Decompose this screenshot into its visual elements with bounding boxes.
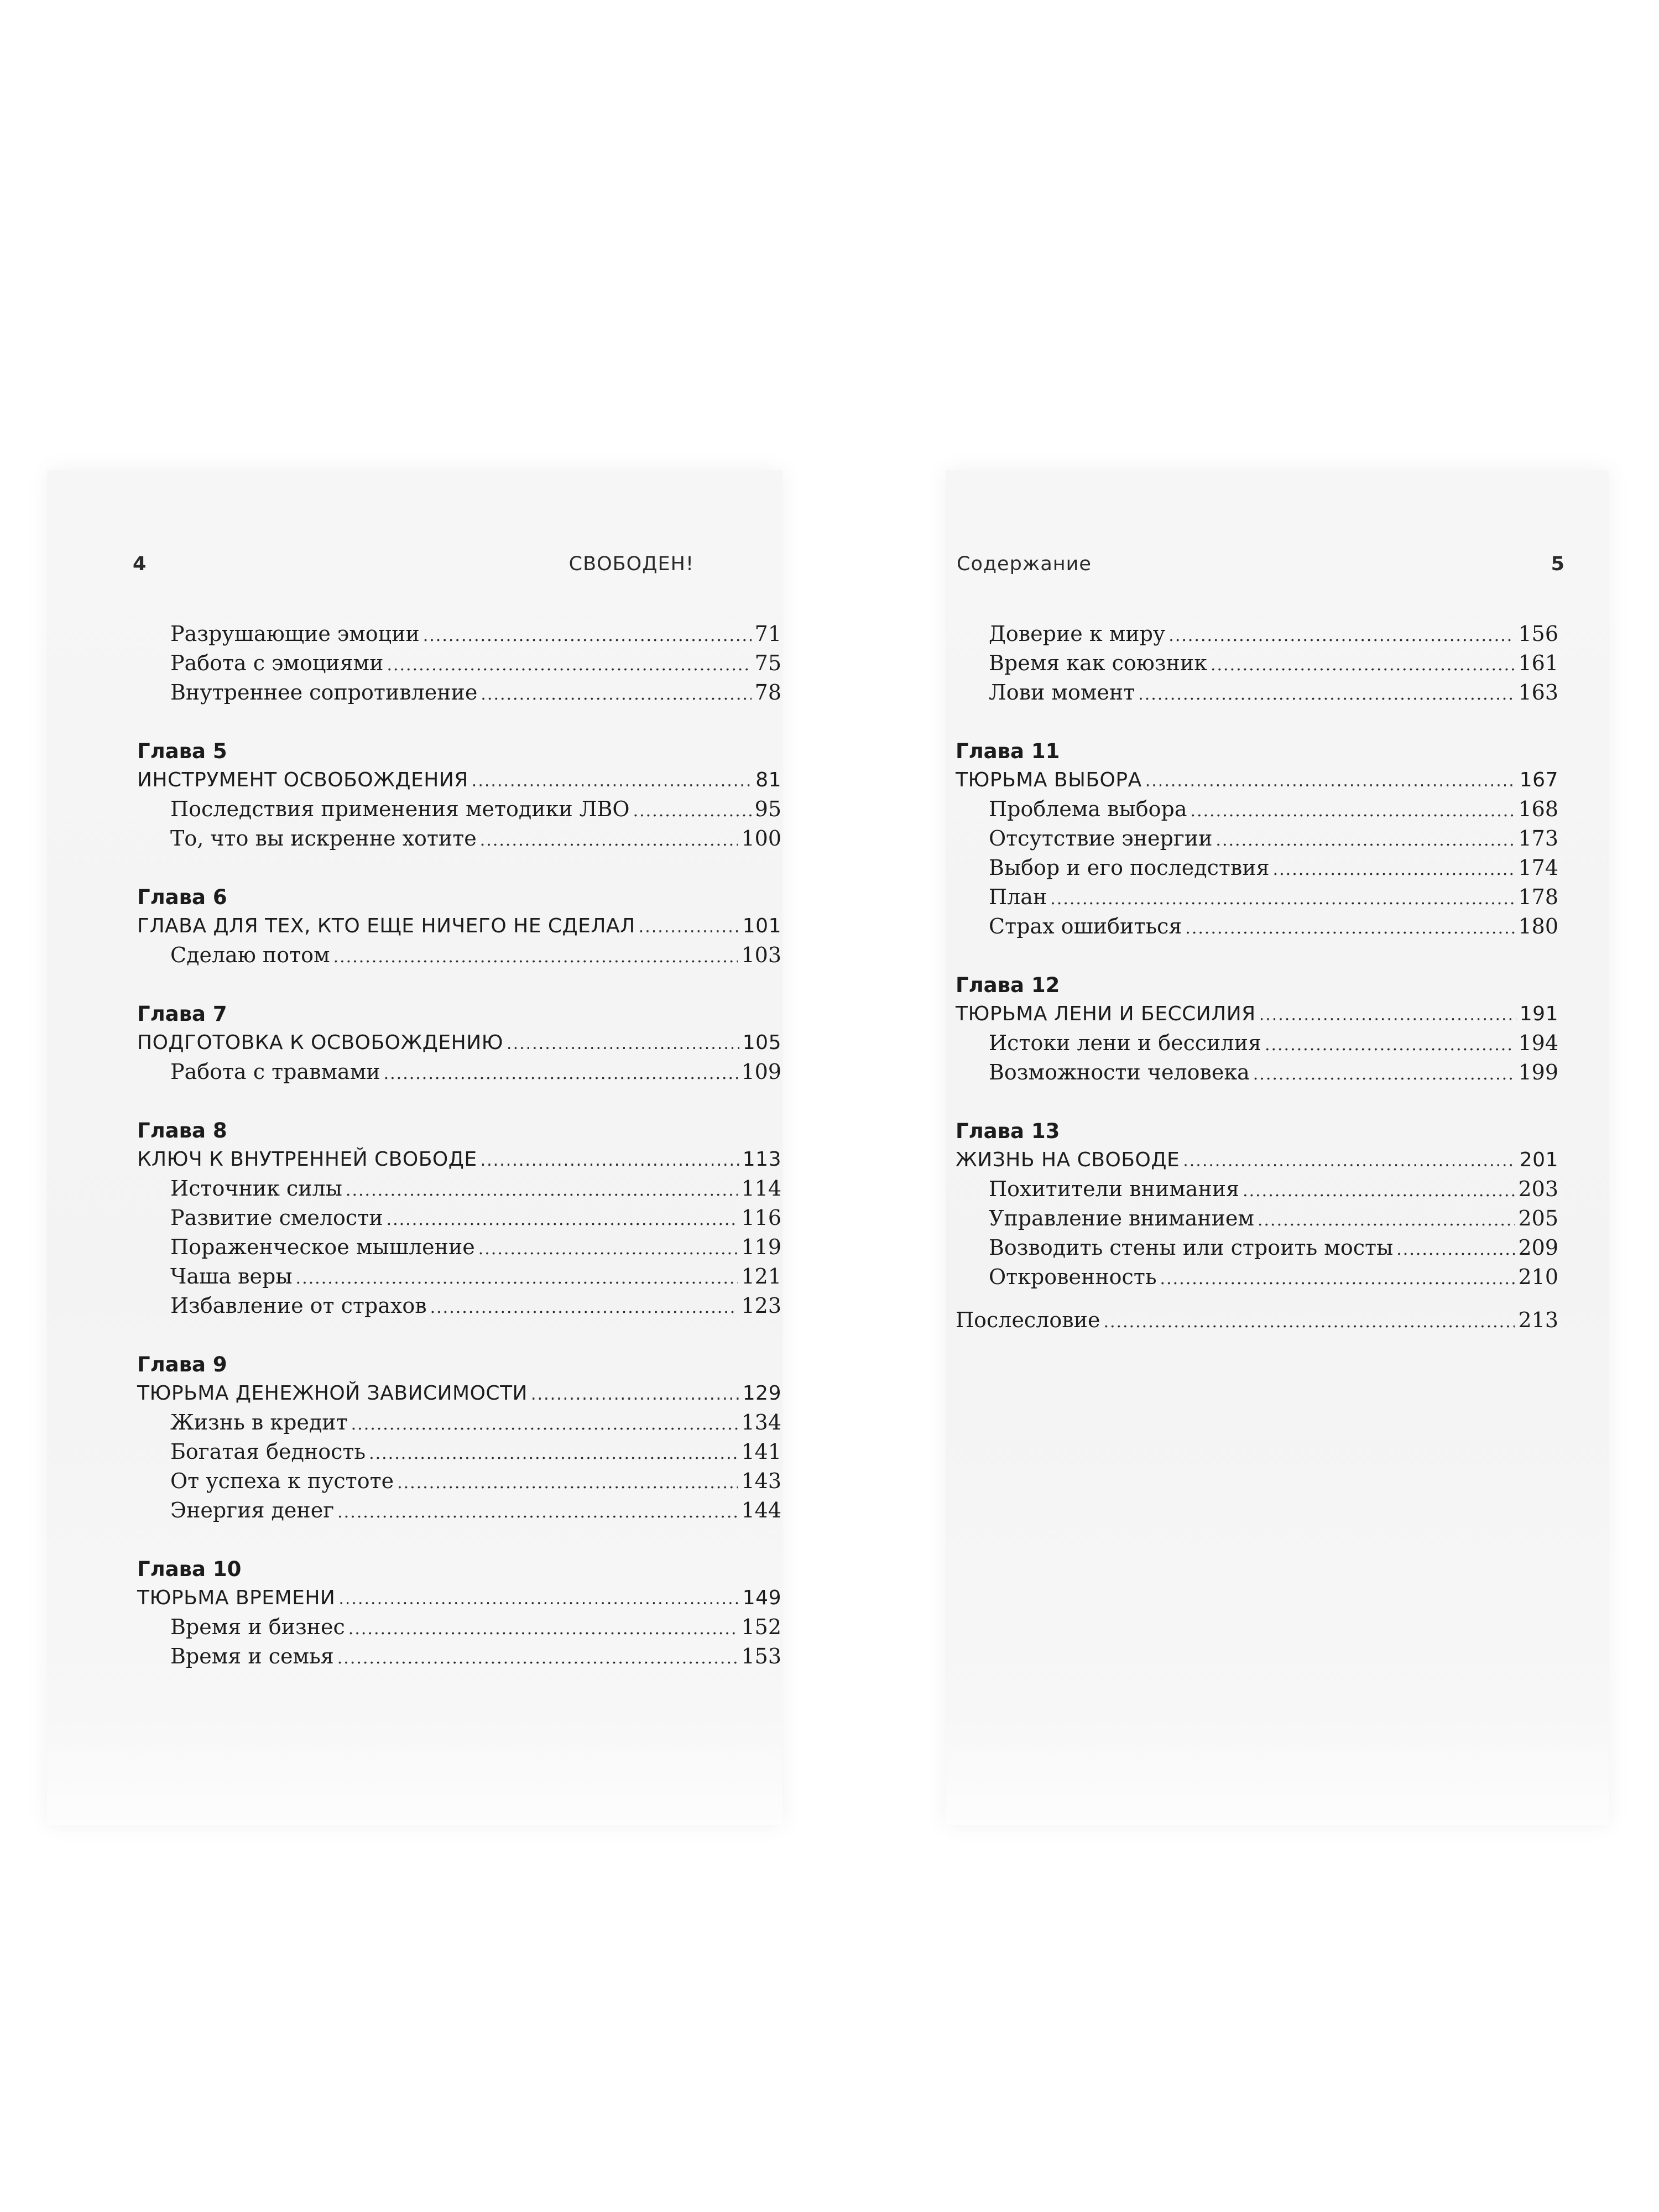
entry-page-number: 141 <box>741 1439 781 1464</box>
entry-page-number: 116 <box>741 1206 781 1230</box>
toc-section-entry <box>137 1437 781 1467</box>
running-title: СВОБОДЕН! <box>568 553 694 575</box>
toc-section-entry <box>956 649 1558 678</box>
dot-leader <box>1215 826 1515 855</box>
toc-section-entry <box>137 1613 781 1642</box>
spacer <box>956 707 1558 738</box>
chapter-block <box>137 1000 781 1087</box>
table-of-contents <box>956 619 1558 1335</box>
entry-page-number: 213 <box>1518 1308 1558 1332</box>
entry-title: Истоки лени и бессилия <box>989 1031 1261 1055</box>
entry-title: ИНСТРУМЕНТ ОСВОБОЖДЕНИЯ <box>137 769 468 791</box>
entry-page-number: 123 <box>741 1293 781 1318</box>
dot-leader <box>423 621 752 650</box>
entry-title: Похитители внимания <box>989 1177 1240 1201</box>
dot-leader <box>1259 1000 1516 1030</box>
toc-section-entry <box>137 795 781 824</box>
dot-leader <box>1168 621 1515 650</box>
running-head <box>47 553 782 586</box>
spacer <box>137 1321 781 1351</box>
dot-leader <box>1273 855 1515 884</box>
table-of-contents <box>137 619 781 1671</box>
dot-leader <box>481 1146 739 1175</box>
entry-title: Богатая бедность <box>170 1439 366 1464</box>
entry-title: Разрушающие эмоции <box>170 622 420 646</box>
toc-section-entry <box>137 1233 781 1262</box>
entry-title: КЛЮЧ К ВНУТРЕННЕЙ СВОБОДЕ <box>137 1148 477 1171</box>
toc-section-entry <box>956 1175 1558 1204</box>
entry-page-number: 121 <box>741 1264 781 1288</box>
dot-leader <box>507 1029 739 1058</box>
chapter-block <box>137 884 781 970</box>
toc-section-entry <box>956 1233 1558 1262</box>
chapter-label: Глава 12 <box>956 973 1060 997</box>
entry-title: Управление вниманием <box>989 1206 1254 1230</box>
dot-leader <box>1258 1206 1515 1235</box>
toc-section-entry <box>137 1203 781 1233</box>
spacer <box>956 1292 1558 1306</box>
entry-title: ТЮРЬМА ЛЕНИ И БЕССИЛИЯ <box>956 1003 1256 1025</box>
toc-section-entry <box>956 678 1558 707</box>
entry-title: Энергия денег <box>170 1498 335 1522</box>
dot-leader <box>1183 1146 1516 1176</box>
entry-title: ТЮРЬМА ВЫБОРА <box>956 769 1142 791</box>
dot-leader <box>1191 796 1515 826</box>
chapter-label: Глава 11 <box>956 739 1060 763</box>
toc-section-entry <box>956 853 1558 883</box>
toc-section-entry <box>137 1408 781 1437</box>
toc-continued-block <box>137 619 781 707</box>
entry-title: Пораженческое мышление <box>170 1235 475 1259</box>
toc-section-entry <box>956 912 1558 941</box>
entry-title: Время и семья <box>170 1644 334 1668</box>
entry-page-number: 152 <box>741 1615 781 1639</box>
page-number: 5 <box>1551 553 1565 575</box>
chapter-block <box>956 738 1558 941</box>
entry-title: Лови момент <box>989 680 1135 705</box>
spacer <box>137 970 781 1000</box>
chapter-block <box>956 1118 1558 1292</box>
entry-page-number: 209 <box>1518 1235 1558 1260</box>
toc-section-entry <box>137 824 781 853</box>
entry-title: Послесловие <box>956 1308 1100 1332</box>
entry-page-number: 194 <box>1518 1031 1558 1055</box>
entry-title: Выбор и его последствия <box>989 855 1270 880</box>
toc-section-entry <box>956 1058 1558 1087</box>
toc-chapter-entry <box>137 1379 781 1408</box>
entry-page-number: 105 <box>742 1031 781 1054</box>
entry-title: План <box>989 885 1047 909</box>
dot-leader <box>1050 884 1515 914</box>
entry-title: Время и бизнес <box>170 1615 345 1639</box>
dot-leader <box>333 942 738 972</box>
toc-section-entry <box>956 795 1558 824</box>
entry-page-number: 201 <box>1519 1149 1558 1171</box>
toc-chapter-entry <box>137 1028 781 1057</box>
dot-leader <box>369 1439 738 1468</box>
dot-leader <box>1243 1176 1515 1206</box>
entry-page-number: 167 <box>1519 769 1558 791</box>
toc-section-entry <box>137 1262 781 1291</box>
entry-title: Время как союзник <box>989 651 1207 675</box>
dot-leader <box>639 912 739 942</box>
dot-leader <box>337 1498 738 1527</box>
dot-leader <box>1103 1307 1515 1337</box>
left-page <box>47 470 782 1825</box>
entry-title: ЖИЗНЬ НА СВОБОДЕ <box>956 1149 1180 1171</box>
chapter-block <box>137 1117 781 1321</box>
entry-title: Избавление от страхов <box>170 1293 427 1318</box>
entry-title: Последствия применения методики ЛВО <box>170 797 630 821</box>
entry-page-number: 143 <box>741 1469 781 1493</box>
toc-section-entry <box>137 678 781 707</box>
entry-page-number: 100 <box>741 826 781 851</box>
entry-page-number: 149 <box>742 1587 781 1609</box>
toc-chapter-entry <box>137 765 781 795</box>
entry-title: Жизнь в кредит <box>170 1410 348 1434</box>
dot-leader <box>472 766 752 796</box>
toc-section-entry <box>956 1204 1558 1233</box>
entry-page-number: 156 <box>1518 622 1558 646</box>
chapter-label: Глава 8 <box>137 1119 227 1142</box>
entry-page-number: 113 <box>742 1148 781 1171</box>
chapter-label: Глава 10 <box>137 1557 242 1581</box>
entry-page-number: 168 <box>1518 797 1558 821</box>
entry-title: Откровенность <box>989 1265 1157 1289</box>
chapter-label: Глава 13 <box>956 1119 1060 1143</box>
chapter-block <box>137 738 781 853</box>
dot-leader <box>480 826 738 855</box>
entry-title: Работа с эмоциями <box>170 651 384 675</box>
toc-section-entry <box>137 1467 781 1496</box>
toc-chapter-entry <box>137 911 781 941</box>
entry-page-number: 205 <box>1518 1206 1558 1230</box>
entry-title: Внутреннее сопротивление <box>170 680 478 705</box>
chapter-label: Глава 6 <box>137 885 227 909</box>
dot-leader <box>351 1410 738 1439</box>
toc-section-entry <box>137 1174 781 1203</box>
entry-page-number: 153 <box>741 1644 781 1668</box>
dot-leader <box>478 1234 738 1264</box>
toc-section-entry <box>137 1642 781 1671</box>
entry-title: ТЮРЬМА ВРЕМЕНИ <box>137 1587 336 1609</box>
running-head <box>946 553 1609 586</box>
dot-leader <box>481 680 751 709</box>
toc-section-entry <box>956 824 1558 853</box>
toc-chapter-entry <box>137 1583 781 1613</box>
entry-page-number: 161 <box>1518 651 1558 675</box>
dot-leader <box>1265 1030 1515 1060</box>
chapter-label: Глава 9 <box>137 1353 227 1376</box>
toc-chapter-entry <box>137 1145 781 1174</box>
dot-leader <box>387 650 751 680</box>
toc-section-entry <box>956 1029 1558 1058</box>
page-number: 4 <box>133 553 147 575</box>
entry-page-number: 173 <box>1518 826 1558 851</box>
dot-leader <box>387 1205 738 1234</box>
toc-chapter-entry <box>956 999 1558 1029</box>
dot-leader <box>1138 680 1515 709</box>
entry-title: Страх ошибиться <box>989 914 1182 938</box>
toc-section-entry <box>137 941 781 970</box>
dot-leader <box>346 1176 738 1205</box>
dot-leader <box>1253 1060 1515 1089</box>
entry-page-number: 203 <box>1518 1177 1558 1201</box>
toc-section-entry <box>137 619 781 649</box>
entry-title: Проблема выбора <box>989 797 1187 821</box>
toc-section-entry <box>956 883 1558 912</box>
chapter-label: Глава 7 <box>137 1002 227 1026</box>
toc-section-entry <box>137 649 781 678</box>
entry-title: Возможности человека <box>989 1060 1250 1084</box>
entry-page-number: 71 <box>754 622 781 646</box>
dot-leader <box>348 1614 738 1644</box>
entry-page-number: 191 <box>1519 1003 1558 1025</box>
entry-page-number: 144 <box>741 1498 781 1522</box>
spacer <box>137 1087 781 1117</box>
dot-leader <box>430 1293 738 1322</box>
entry-title: ГЛАВА ДЛЯ ТЕХ, КТО ЕЩЕ НИЧЕГО НЕ СДЕЛАЛ <box>137 915 635 937</box>
entry-title: Чаша веры <box>170 1264 293 1288</box>
spacer <box>956 1087 1558 1118</box>
entry-page-number: 78 <box>754 680 781 705</box>
spacer <box>956 941 1558 972</box>
spacer <box>137 853 781 884</box>
dot-leader <box>531 1380 739 1409</box>
entry-title: Отсутствие энергии <box>989 826 1213 851</box>
toc-continued-block <box>956 619 1558 707</box>
chapter-block <box>137 1556 781 1671</box>
chapter-block <box>137 1351 781 1525</box>
toc-chapter-entry <box>956 765 1558 795</box>
toc-section-entry <box>137 1291 781 1321</box>
toc-section-entry <box>956 619 1558 649</box>
entry-page-number: 134 <box>741 1410 781 1434</box>
entry-page-number: 114 <box>741 1176 781 1201</box>
entry-page-number: 174 <box>1518 855 1558 880</box>
toc-section-entry <box>137 1496 781 1525</box>
entry-page-number: 75 <box>754 651 781 675</box>
right-page <box>946 470 1609 1825</box>
toc-afterword-entry <box>956 1306 1558 1335</box>
entry-page-number: 103 <box>741 943 781 967</box>
entry-title: Развитие смелости <box>170 1206 383 1230</box>
dot-leader <box>337 1644 738 1673</box>
entry-page-number: 119 <box>741 1235 781 1259</box>
dot-leader <box>397 1468 738 1498</box>
dot-leader <box>384 1059 738 1088</box>
toc-chapter-entry <box>956 1145 1558 1175</box>
chapter-label: Глава 5 <box>137 739 227 763</box>
entry-title: Возводить стены или строить мосты <box>989 1235 1394 1260</box>
entry-title: Сделаю потом <box>170 943 330 967</box>
dot-leader <box>296 1264 738 1293</box>
entry-page-number: 81 <box>755 769 781 791</box>
dot-leader <box>1160 1264 1515 1293</box>
entry-title: От успеха к пустоте <box>170 1469 394 1493</box>
dot-leader <box>1211 650 1515 680</box>
toc-section-entry <box>956 1262 1558 1292</box>
entry-title: Доверие к миру <box>989 622 1166 646</box>
dot-leader <box>1185 914 1515 943</box>
entry-title: Источник силы <box>170 1176 342 1201</box>
entry-page-number: 180 <box>1518 914 1558 938</box>
dot-leader <box>1396 1235 1515 1264</box>
entry-page-number: 101 <box>742 915 781 937</box>
entry-page-number: 129 <box>742 1382 781 1405</box>
entry-page-number: 210 <box>1518 1265 1558 1289</box>
entry-page-number: 178 <box>1518 885 1558 909</box>
toc-section-entry <box>137 1057 781 1087</box>
entry-page-number: 199 <box>1518 1060 1558 1084</box>
entry-title: ПОДГОТОВКА К ОСВОБОЖДЕНИЮ <box>137 1031 504 1054</box>
entry-title: То, что вы искренне хотите <box>170 826 477 851</box>
running-title: Содержание <box>957 553 1092 575</box>
chapter-block <box>956 972 1558 1087</box>
entry-title: Работа с травмами <box>170 1060 380 1084</box>
dot-leader <box>633 796 752 826</box>
entry-page-number: 95 <box>754 797 781 821</box>
entry-page-number: 163 <box>1518 680 1558 705</box>
spacer <box>137 1525 781 1556</box>
dot-leader <box>338 1584 739 1614</box>
dot-leader <box>1145 766 1516 796</box>
entry-page-number: 109 <box>741 1060 781 1084</box>
spacer <box>137 707 781 738</box>
entry-title: ТЮРЬМА ДЕНЕЖНОЙ ЗАВИСИМОСТИ <box>137 1382 528 1405</box>
